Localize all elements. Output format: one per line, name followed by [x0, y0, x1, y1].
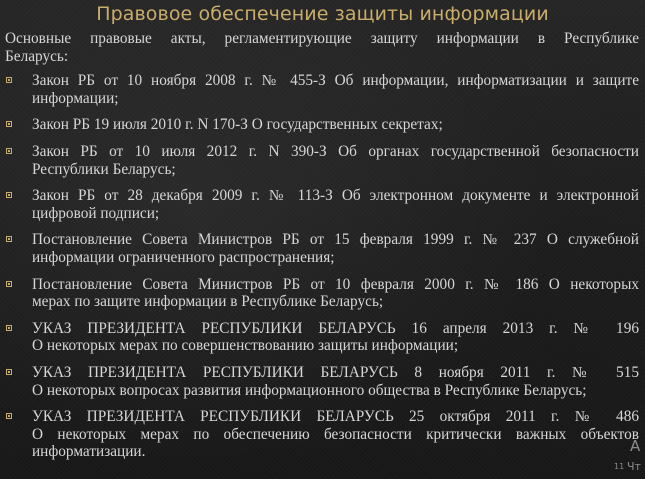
list-item-line: цифровой подписи;: [32, 204, 160, 222]
list-item-line: УКАЗ ПРЕЗИДЕНТА РЕСПУБЛИКИ БЕЛАРУСЬ 25 октября 2011 г. № 486: [32, 408, 639, 426]
slide-content: [5, 30, 639, 470]
list-item-line: Постановление Совета Министров РБ от 15 февраля 1999 г. № 237 О служебной: [32, 231, 639, 249]
list-item: [5, 276, 639, 311]
list-item: [5, 187, 639, 222]
square-bullet-icon: [6, 413, 12, 419]
list-item: [5, 408, 639, 461]
list-item: [5, 364, 639, 399]
intro-line: Беларусь:: [5, 47, 69, 65]
intro-line: Основные правовые акты, регламентирующие защиту информации в Республике: [5, 30, 639, 47]
list-item: [5, 320, 639, 355]
list-item-line: О некоторых мерах по обеспечению безопасности критически важных объектов: [32, 425, 639, 443]
list-item-line: мерах по защите информации в Республике Беларусь;: [32, 293, 384, 311]
page-number: 11: [614, 462, 625, 471]
square-bullet-icon: [6, 236, 12, 242]
square-bullet-icon: [6, 281, 12, 287]
corner-fragment-top: A: [630, 438, 641, 455]
list-item-line: информации;: [32, 89, 119, 107]
list-item: [5, 143, 639, 178]
square-bullet-icon: [6, 325, 12, 331]
list-item-line: О некоторых мерах по совершенствованию защиты информации;: [32, 337, 459, 355]
list-item-line: УКАЗ ПРЕЗИДЕНТА РЕСПУБЛИКИ БЕЛАРУСЬ 8 ноября 2011 г. № 515: [32, 363, 639, 381]
intro-paragraph: [5, 30, 639, 65]
list-item: [5, 72, 639, 107]
square-bullet-icon: [6, 369, 12, 375]
square-bullet-icon: [6, 148, 12, 154]
list-item-line: Республики Беларусь;: [32, 160, 176, 178]
list-item-line: Закон РБ от 10 ноября 2008 г. № 455-З Об информации, информатизации и защите: [32, 72, 639, 90]
slide-title: Правовое обеспечение защиты информации: [96, 3, 549, 25]
list-item-line: Закон РБ от 10 июля 2012 г. N 390-З Об органах государственной безопасности: [32, 142, 639, 160]
square-bullet-icon: [6, 77, 12, 83]
square-bullet-icon: [6, 121, 12, 127]
list-item: [5, 231, 639, 266]
square-bullet-icon: [6, 192, 12, 198]
list-item-line: О некоторых вопросах развития информационного общества в Республике Беларусь;: [32, 381, 587, 399]
legal-acts-list: [5, 72, 639, 461]
corner-fragment-bottom: Чт: [627, 460, 641, 473]
corner-text-fragment: [626, 438, 645, 479]
list-item-line: информации ограниченного распространения;: [32, 248, 335, 266]
list-item-line: Закон РБ от 28 декабря 2009 г. № 113-З Об электронном документе и электронной: [32, 187, 639, 205]
list-item-line: Постановление Совета Министров РБ от 10 февраля 2000 г. № 186 О некоторых: [32, 275, 639, 293]
list-item-line: информатизации.: [32, 443, 146, 461]
list-item-line: УКАЗ ПРЕЗИДЕНТА РЕСПУБЛИКИ БЕЛАРУСЬ 16 апреля 2013 г. № 196: [32, 319, 639, 337]
list-item-line: Закон РБ 19 июля 2010 г. N 170-З О государственных секретах;: [32, 116, 443, 134]
list-item: [5, 116, 639, 134]
